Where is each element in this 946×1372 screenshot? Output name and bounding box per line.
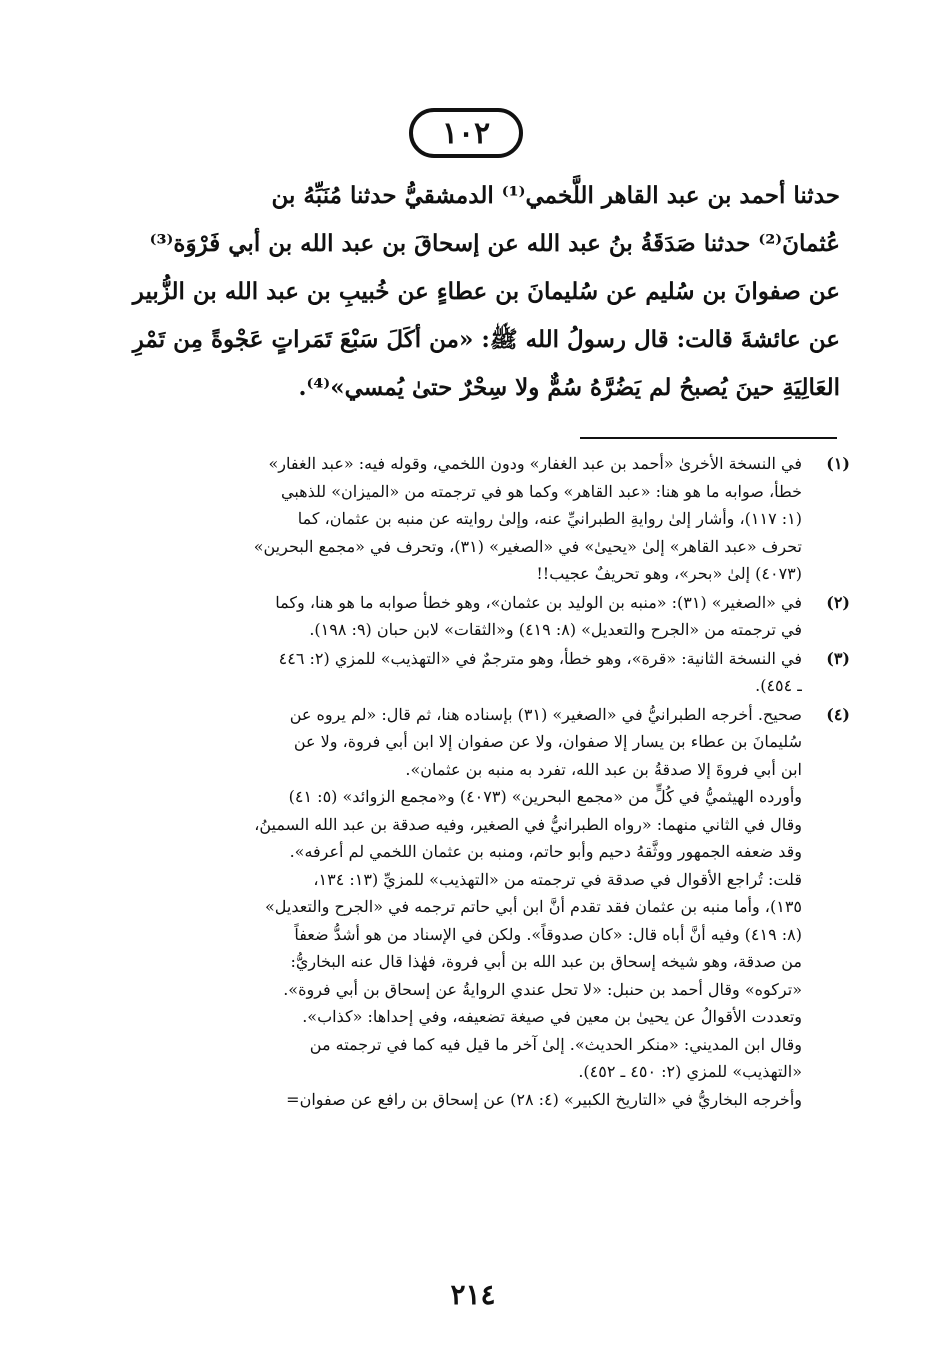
- hadith-text-line: عُثمانَ⁽²⁾ حدثنا صَدَقَةُ بنُ عبد الله عن إسحاقَ بن عبد الله بن أبي فَرْوَة⁽³⁾: [149, 230, 840, 257]
- footnote-number: (١): [826, 454, 850, 473]
- footnote-line: تحرف «عبد القاهر» إلىٰ «يحيىٰ» في «الصغير» (٣١)، وتحرف في «مجمع البحرين»: [253, 536, 802, 556]
- footnote-line: «تركوه» وقال أحمد بن حنبل: «لا تحل عندي الروايةُ عن إسحاق بن أبي فروة».: [283, 979, 802, 999]
- footnote-number: (٤): [826, 704, 850, 724]
- page-number: ٢١٤: [450, 1278, 496, 1311]
- footnote-body: [98, 701, 802, 1114]
- footnote: [98, 589, 850, 644]
- footnote: [98, 701, 850, 1114]
- footnote-line: في النسخة الثانية: «قرة»، وهو خطأ، وهو مترجمٌ في «التهذيب» للمزي (٢: ٤٤٦: [278, 648, 802, 668]
- hadith-text-line: عن صفوانَ بن سُليم عن سُليمانَ بن عطاءٍ عن خُبيبِ بن عبد الله بن الزُّبير: [132, 278, 840, 305]
- footnote-line: قلت: تُراجع الأقوال في صدقة في ترجمته من «التهذيب» للمزيِّ (١٣: ١٣٤،: [313, 869, 802, 889]
- footnote-line: وتعددت الأقوالُ عن يحيىٰ بن معين في صيغة تضعيفه، وفي إحداها: «كذاب».: [302, 1007, 802, 1026]
- footnote-number: (٢): [826, 592, 850, 612]
- hadith-number: ١٠٢: [441, 115, 491, 151]
- footnote-line: ١٣٥)، وأما منبه بن عثمان فقد تقدم أنَّ ابن أبي حاتم ترجمه في «الجرح والتعديل»: [265, 897, 802, 916]
- footnote-line: «التهذيب» للمزي (٢: ٤٥٠ ـ ٤٥٢).: [578, 1062, 802, 1081]
- footnote-number: (٣): [826, 648, 850, 668]
- hadith-text-line: حدثنا أحمد بن عبد القاهر اللَّخمي⁽¹⁾ الدمشقيُّ حدثنا مُنَبِّهُ بن: [271, 182, 840, 209]
- footnote-line: (١: ١١٧)، وأشار إلىٰ روايةِ الطبرانيِّ عنه، وإلىٰ روايته عن منبه بن عثمان، كما: [297, 509, 802, 528]
- hadith-text-line: العَالِيَةِ حينَ يُصبحُ لم يَضُرَّهُ سُمٌّ ولا سِحْرٌ حتىٰ يُمسي»⁽⁴⁾.: [298, 374, 840, 401]
- footnote-line: (٤٠٧٣) إلىٰ «بحر»، وهو تحريفٌ عجيب!!: [536, 564, 802, 583]
- footnote-line: في «الصغير» (٣١): «منبه بن الوليد بن عثمان»، وهو خطأ صوابه ما هو هنا، وكما: [275, 592, 802, 612]
- hadith-text: [100, 172, 840, 412]
- footnote-line: سُليمانَ بن عطاء بن يسار إلا صفوان، ولا عن صفوان إلا ابن أبي فروة، ولا عن: [293, 732, 802, 751]
- footnote: [98, 450, 850, 588]
- hadith-number-badge: [409, 108, 523, 158]
- footnote-line: (٨: ٤١٩) وفيه أنَّ أباه قال: «كان صدوقاً». ولكن في الإسناد من هو أشدُّ ضعفاً: [294, 924, 802, 944]
- footnote-body: [98, 645, 802, 700]
- footnote-line: خطأ، صوابه ما هو هنا: «عبد القاهر» وكما هو في ترجمته من «الميزان» للذهبي: [281, 481, 802, 501]
- footnote-line: وأخرجه البخاريُّ في «التاريخ الكبير» (٤: ٢٨) عن إسحاق بن رافع عن صفوان=: [286, 1089, 802, 1109]
- footnote-line: وقال في الثاني منهما: «رواه الطبرانيُّ في الصغير، وفيه صدقة بن عبد الله السمينُ،: [254, 814, 802, 834]
- footnote-line: صحيح. أخرجه الطبرانيُّ في «الصغير» (٣١) بإسناده هنا، ثم قال: «لم يروه عن: [289, 704, 802, 724]
- footnote: [98, 645, 850, 700]
- footnotes: [98, 450, 850, 1114]
- footnote-line: وقد ضعفه الجمهور ووثَّقهُ دحيم وأبو حاتم، ومنبه بن عثمان اللخمي لم أعرفه».: [289, 842, 802, 861]
- footnote-line: في النسخة الأخرىٰ «أحمد بن عبد الغفار» ودون اللخمي، وقوله فيه: «عبد الغفار»: [268, 454, 802, 473]
- footnote-line: من صدقة، وهو شيخه إسحاق بن عبد الله بن أبي فروة، فهٰذا قال عنه البخاريُّ:: [290, 952, 802, 971]
- footnote-body: [98, 450, 802, 588]
- footnote-line: وقال ابن المديني: «منكر الحديث». إلىٰ آخر ما قيل فيه كما في ترجمته من: [309, 1034, 802, 1054]
- footnote-line: وأورده الهيثميُّ في كُلٍّ من «مجمع البحرين» (٤٠٧٣) و«مجمع الزوائد» (٥: ٤١): [288, 787, 802, 806]
- footnote-line: ـ ٤٥٤).: [755, 676, 802, 695]
- footnote-line: ابن أبي فروةَ إلا صدقةُ بن عبد الله، تفرد به منبه بن عثمان».: [405, 759, 802, 779]
- footnote-line: في ترجمته من «الجرح والتعديل» (٨: ٤١٩) و«الثقات» لابن حبان (٩: ١٩٨).: [309, 620, 802, 639]
- footnote-separator: [580, 437, 837, 439]
- footnote-body: [98, 589, 802, 644]
- hadith-text-line: عن عائشةَ قالت: قال رسولُ الله ﷺ: «من أكَلَ سَبْعَ تَمَراتٍ عَجْوةً مِن تَمْرِ: [132, 326, 840, 353]
